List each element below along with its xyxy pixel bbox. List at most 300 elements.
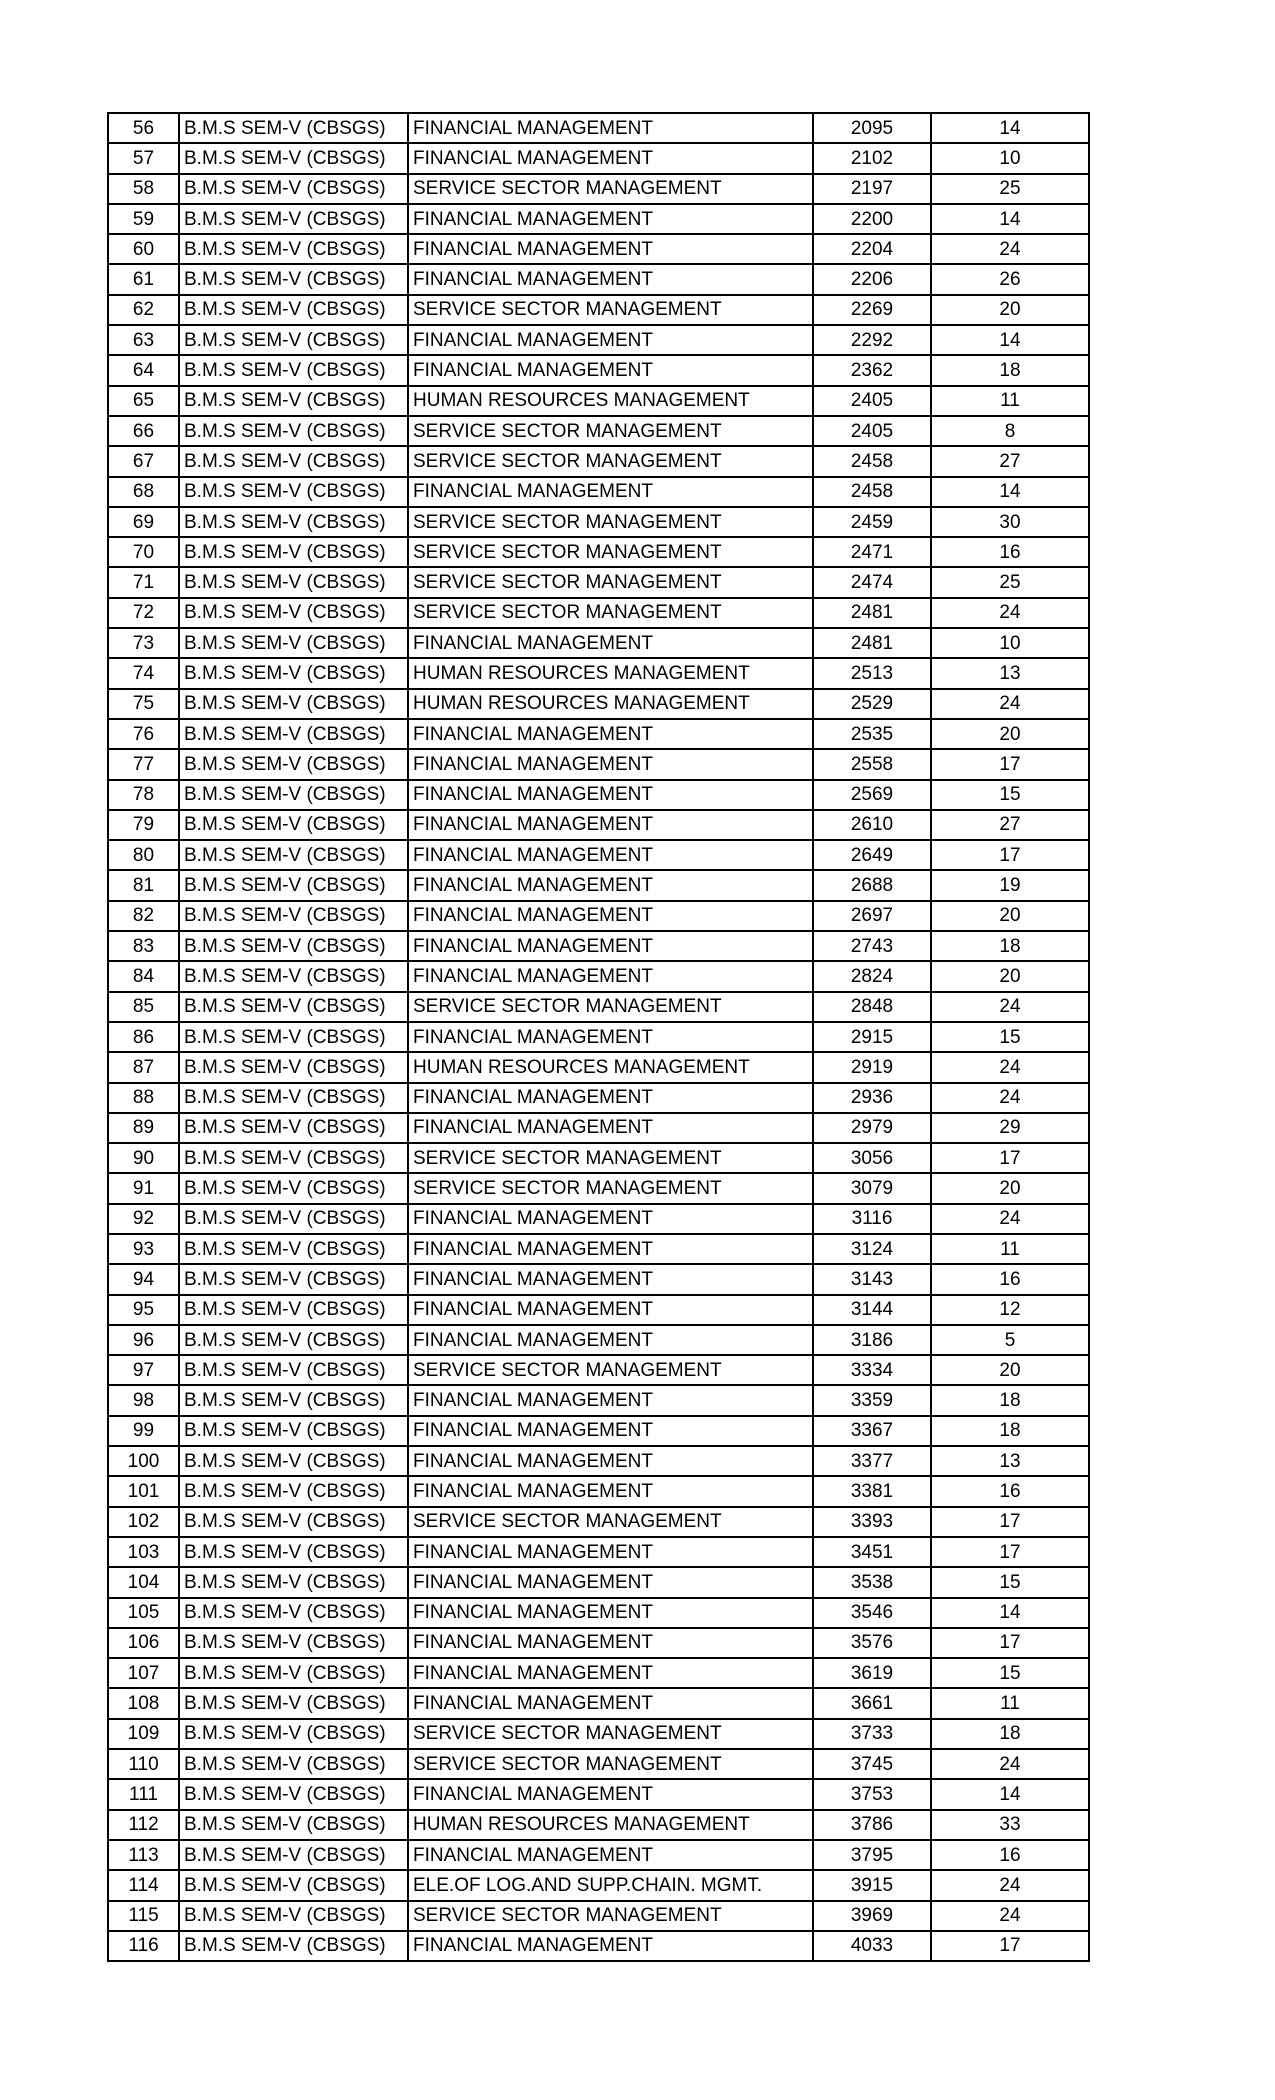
program-cell: B.M.S SEM-V (CBSGS) [179, 1567, 408, 1597]
code-cell: 3619 [813, 1658, 931, 1688]
count-cell: 27 [931, 446, 1089, 476]
count-cell: 13 [931, 658, 1089, 688]
table-row [108, 1719, 1089, 1749]
subject-cell: FINANCIAL MANAGEMENT [408, 1264, 813, 1294]
table-row [108, 961, 1089, 991]
subject-cell: FINANCIAL MANAGEMENT [408, 113, 813, 143]
code-cell: 2405 [813, 386, 931, 416]
count-cell: 14 [931, 477, 1089, 507]
code-cell: 2558 [813, 749, 931, 779]
table-row [108, 1810, 1089, 1840]
row-number-cell: 106 [108, 1628, 179, 1658]
row-number-cell: 68 [108, 477, 179, 507]
program-cell: B.M.S SEM-V (CBSGS) [179, 1901, 408, 1931]
subject-cell: FINANCIAL MANAGEMENT [408, 204, 813, 234]
program-cell: B.M.S SEM-V (CBSGS) [179, 1537, 408, 1567]
subject-cell: SERVICE SECTOR MANAGEMENT [408, 1173, 813, 1203]
subject-cell: SERVICE SECTOR MANAGEMENT [408, 295, 813, 325]
count-cell: 15 [931, 1022, 1089, 1052]
count-cell: 24 [931, 689, 1089, 719]
row-number-cell: 59 [108, 204, 179, 234]
subject-cell: FINANCIAL MANAGEMENT [408, 355, 813, 385]
count-cell: 12 [931, 1295, 1089, 1325]
row-number-cell: 91 [108, 1173, 179, 1203]
code-cell: 3969 [813, 1901, 931, 1931]
subject-cell: FINANCIAL MANAGEMENT [408, 1416, 813, 1446]
row-number-cell: 89 [108, 1113, 179, 1143]
program-cell: B.M.S SEM-V (CBSGS) [179, 234, 408, 264]
subject-cell: FINANCIAL MANAGEMENT [408, 901, 813, 931]
table-row [108, 204, 1089, 234]
code-cell: 3745 [813, 1749, 931, 1779]
row-number-cell: 110 [108, 1749, 179, 1779]
row-number-cell: 67 [108, 446, 179, 476]
table-row [108, 1143, 1089, 1173]
table-row [108, 1083, 1089, 1113]
row-number-cell: 56 [108, 113, 179, 143]
subject-cell: FINANCIAL MANAGEMENT [408, 1779, 813, 1809]
program-cell: B.M.S SEM-V (CBSGS) [179, 598, 408, 628]
code-cell: 3367 [813, 1416, 931, 1446]
row-number-cell: 62 [108, 295, 179, 325]
row-number-cell: 92 [108, 1204, 179, 1234]
count-cell: 10 [931, 628, 1089, 658]
program-cell: B.M.S SEM-V (CBSGS) [179, 1507, 408, 1537]
code-cell: 3334 [813, 1355, 931, 1385]
subject-cell: FINANCIAL MANAGEMENT [408, 234, 813, 264]
subject-cell: SERVICE SECTOR MANAGEMENT [408, 567, 813, 597]
row-number-cell: 78 [108, 780, 179, 810]
subject-cell: FINANCIAL MANAGEMENT [408, 719, 813, 749]
table-row [108, 1598, 1089, 1628]
count-cell: 20 [931, 901, 1089, 931]
table-row [108, 1749, 1089, 1779]
count-cell: 17 [931, 1628, 1089, 1658]
program-cell: B.M.S SEM-V (CBSGS) [179, 1325, 408, 1355]
count-cell: 16 [931, 537, 1089, 567]
table-row [108, 1022, 1089, 1052]
program-cell: B.M.S SEM-V (CBSGS) [179, 1628, 408, 1658]
code-cell: 2824 [813, 961, 931, 991]
count-cell: 14 [931, 1779, 1089, 1809]
program-cell: B.M.S SEM-V (CBSGS) [179, 901, 408, 931]
count-cell: 18 [931, 355, 1089, 385]
subject-cell: FINANCIAL MANAGEMENT [408, 1476, 813, 1506]
program-cell: B.M.S SEM-V (CBSGS) [179, 931, 408, 961]
row-number-cell: 85 [108, 992, 179, 1022]
program-cell: B.M.S SEM-V (CBSGS) [179, 567, 408, 597]
table-row [108, 719, 1089, 749]
row-number-cell: 65 [108, 386, 179, 416]
code-cell: 3124 [813, 1234, 931, 1264]
subject-cell: FINANCIAL MANAGEMENT [408, 780, 813, 810]
row-number-cell: 108 [108, 1688, 179, 1718]
count-cell: 25 [931, 567, 1089, 597]
row-number-cell: 105 [108, 1598, 179, 1628]
code-cell: 2481 [813, 628, 931, 658]
code-cell: 2458 [813, 477, 931, 507]
subject-cell: FINANCIAL MANAGEMENT [408, 143, 813, 173]
program-cell: B.M.S SEM-V (CBSGS) [179, 1476, 408, 1506]
subject-cell: HUMAN RESOURCES MANAGEMENT [408, 689, 813, 719]
count-cell: 14 [931, 325, 1089, 355]
subject-cell: SERVICE SECTOR MANAGEMENT [408, 1719, 813, 1749]
row-number-cell: 90 [108, 1143, 179, 1173]
table-row [108, 1779, 1089, 1809]
count-cell: 16 [931, 1476, 1089, 1506]
table-row [108, 446, 1089, 476]
row-number-cell: 112 [108, 1810, 179, 1840]
subject-cell: FINANCIAL MANAGEMENT [408, 1537, 813, 1567]
table-row [108, 355, 1089, 385]
subject-cell: FINANCIAL MANAGEMENT [408, 1658, 813, 1688]
subject-cell: FINANCIAL MANAGEMENT [408, 1931, 813, 1961]
code-cell: 3786 [813, 1810, 931, 1840]
program-cell: B.M.S SEM-V (CBSGS) [179, 1234, 408, 1264]
code-cell: 2848 [813, 992, 931, 1022]
row-number-cell: 86 [108, 1022, 179, 1052]
subject-cell: FINANCIAL MANAGEMENT [408, 810, 813, 840]
row-number-cell: 98 [108, 1385, 179, 1415]
program-cell: B.M.S SEM-V (CBSGS) [179, 204, 408, 234]
table-row [108, 1840, 1089, 1870]
program-cell: B.M.S SEM-V (CBSGS) [179, 1083, 408, 1113]
row-number-cell: 79 [108, 810, 179, 840]
count-cell: 18 [931, 1719, 1089, 1749]
code-cell: 2095 [813, 113, 931, 143]
count-cell: 26 [931, 264, 1089, 294]
code-cell: 2535 [813, 719, 931, 749]
program-cell: B.M.S SEM-V (CBSGS) [179, 780, 408, 810]
subject-cell: SERVICE SECTOR MANAGEMENT [408, 537, 813, 567]
subject-cell: FINANCIAL MANAGEMENT [408, 477, 813, 507]
program-cell: B.M.S SEM-V (CBSGS) [179, 1446, 408, 1476]
program-cell: B.M.S SEM-V (CBSGS) [179, 477, 408, 507]
row-number-cell: 107 [108, 1658, 179, 1688]
count-cell: 19 [931, 870, 1089, 900]
code-cell: 2569 [813, 780, 931, 810]
table-row [108, 870, 1089, 900]
table-row [108, 507, 1089, 537]
row-number-cell: 70 [108, 537, 179, 567]
table-row [108, 598, 1089, 628]
code-cell: 2529 [813, 689, 931, 719]
row-number-cell: 74 [108, 658, 179, 688]
table-row [108, 264, 1089, 294]
code-cell: 3079 [813, 1173, 931, 1203]
table-row [108, 537, 1089, 567]
code-cell: 3144 [813, 1295, 931, 1325]
count-cell: 20 [931, 1173, 1089, 1203]
subject-cell: FINANCIAL MANAGEMENT [408, 931, 813, 961]
code-cell: 3795 [813, 1840, 931, 1870]
row-number-cell: 101 [108, 1476, 179, 1506]
table-row [108, 325, 1089, 355]
table-row [108, 113, 1089, 143]
code-cell: 2915 [813, 1022, 931, 1052]
table-row [108, 1355, 1089, 1385]
table-row [108, 416, 1089, 446]
subject-cell: FINANCIAL MANAGEMENT [408, 1385, 813, 1415]
program-cell: B.M.S SEM-V (CBSGS) [179, 1416, 408, 1446]
code-cell: 3359 [813, 1385, 931, 1415]
table-row [108, 810, 1089, 840]
program-cell: B.M.S SEM-V (CBSGS) [179, 537, 408, 567]
program-cell: B.M.S SEM-V (CBSGS) [179, 1598, 408, 1628]
count-cell: 11 [931, 1234, 1089, 1264]
row-number-cell: 95 [108, 1295, 179, 1325]
program-cell: B.M.S SEM-V (CBSGS) [179, 446, 408, 476]
row-number-cell: 83 [108, 931, 179, 961]
count-cell: 24 [931, 1052, 1089, 1082]
table-row [108, 1052, 1089, 1082]
program-cell: B.M.S SEM-V (CBSGS) [179, 1022, 408, 1052]
row-number-cell: 88 [108, 1083, 179, 1113]
row-number-cell: 60 [108, 234, 179, 264]
table-row [108, 1385, 1089, 1415]
program-cell: B.M.S SEM-V (CBSGS) [179, 1688, 408, 1718]
count-cell: 24 [931, 234, 1089, 264]
subject-cell: ELE.OF LOG.AND SUPP.CHAIN. MGMT. [408, 1870, 813, 1900]
count-cell: 14 [931, 204, 1089, 234]
subject-cell: SERVICE SECTOR MANAGEMENT [408, 1901, 813, 1931]
subject-cell: SERVICE SECTOR MANAGEMENT [408, 507, 813, 537]
program-cell: B.M.S SEM-V (CBSGS) [179, 113, 408, 143]
count-cell: 17 [931, 749, 1089, 779]
count-cell: 15 [931, 780, 1089, 810]
row-number-cell: 81 [108, 870, 179, 900]
count-cell: 18 [931, 1385, 1089, 1415]
count-cell: 15 [931, 1658, 1089, 1688]
program-cell: B.M.S SEM-V (CBSGS) [179, 1385, 408, 1415]
row-number-cell: 66 [108, 416, 179, 446]
count-cell: 16 [931, 1840, 1089, 1870]
code-cell: 2513 [813, 658, 931, 688]
table-row [108, 477, 1089, 507]
subject-cell: FINANCIAL MANAGEMENT [408, 325, 813, 355]
row-number-cell: 115 [108, 1901, 179, 1931]
subject-cell: SERVICE SECTOR MANAGEMENT [408, 416, 813, 446]
code-cell: 2362 [813, 355, 931, 385]
table-row [108, 386, 1089, 416]
row-number-cell: 64 [108, 355, 179, 385]
table-row [108, 1628, 1089, 1658]
code-cell: 2292 [813, 325, 931, 355]
program-cell: B.M.S SEM-V (CBSGS) [179, 719, 408, 749]
code-cell: 2743 [813, 931, 931, 961]
row-number-cell: 104 [108, 1567, 179, 1597]
subject-cell: SERVICE SECTOR MANAGEMENT [408, 1749, 813, 1779]
table-row [108, 1658, 1089, 1688]
subject-cell: SERVICE SECTOR MANAGEMENT [408, 992, 813, 1022]
table-row [108, 901, 1089, 931]
row-number-cell: 87 [108, 1052, 179, 1082]
code-cell: 2979 [813, 1113, 931, 1143]
subject-cell: FINANCIAL MANAGEMENT [408, 749, 813, 779]
subject-cell: FINANCIAL MANAGEMENT [408, 1840, 813, 1870]
program-cell: B.M.S SEM-V (CBSGS) [179, 386, 408, 416]
subject-cell: FINANCIAL MANAGEMENT [408, 1204, 813, 1234]
code-cell: 2197 [813, 174, 931, 204]
row-number-cell: 103 [108, 1537, 179, 1567]
count-cell: 24 [931, 1901, 1089, 1931]
code-cell: 3915 [813, 1870, 931, 1900]
subject-cell: FINANCIAL MANAGEMENT [408, 1688, 813, 1718]
program-cell: B.M.S SEM-V (CBSGS) [179, 1113, 408, 1143]
subject-cell: FINANCIAL MANAGEMENT [408, 1567, 813, 1597]
row-number-cell: 75 [108, 689, 179, 719]
count-cell: 13 [931, 1446, 1089, 1476]
program-cell: B.M.S SEM-V (CBSGS) [179, 1719, 408, 1749]
row-number-cell: 94 [108, 1264, 179, 1294]
table-row [108, 1264, 1089, 1294]
row-number-cell: 113 [108, 1840, 179, 1870]
program-cell: B.M.S SEM-V (CBSGS) [179, 1870, 408, 1900]
row-number-cell: 97 [108, 1355, 179, 1385]
row-number-cell: 116 [108, 1931, 179, 1961]
table-row [108, 567, 1089, 597]
table-row [108, 1931, 1089, 1961]
program-cell: B.M.S SEM-V (CBSGS) [179, 264, 408, 294]
code-cell: 2204 [813, 234, 931, 264]
code-cell: 2102 [813, 143, 931, 173]
program-cell: B.M.S SEM-V (CBSGS) [179, 810, 408, 840]
table-row [108, 840, 1089, 870]
table-row [108, 143, 1089, 173]
code-cell: 2269 [813, 295, 931, 325]
row-number-cell: 111 [108, 1779, 179, 1809]
program-cell: B.M.S SEM-V (CBSGS) [179, 507, 408, 537]
count-cell: 17 [931, 1507, 1089, 1537]
code-cell: 3056 [813, 1143, 931, 1173]
program-cell: B.M.S SEM-V (CBSGS) [179, 1204, 408, 1234]
table-row [108, 658, 1089, 688]
row-number-cell: 100 [108, 1446, 179, 1476]
table-row [108, 749, 1089, 779]
subject-cell: HUMAN RESOURCES MANAGEMENT [408, 386, 813, 416]
row-number-cell: 93 [108, 1234, 179, 1264]
program-cell: B.M.S SEM-V (CBSGS) [179, 1779, 408, 1809]
table-row [108, 1325, 1089, 1355]
code-cell: 2471 [813, 537, 931, 567]
code-cell: 3381 [813, 1476, 931, 1506]
program-cell: B.M.S SEM-V (CBSGS) [179, 416, 408, 446]
results-table [107, 112, 1090, 1962]
program-cell: B.M.S SEM-V (CBSGS) [179, 628, 408, 658]
table-row [108, 1113, 1089, 1143]
count-cell: 30 [931, 507, 1089, 537]
table-row [108, 1870, 1089, 1900]
row-number-cell: 82 [108, 901, 179, 931]
table-row [108, 1204, 1089, 1234]
code-cell: 3451 [813, 1537, 931, 1567]
code-cell: 3116 [813, 1204, 931, 1234]
subject-cell: FINANCIAL MANAGEMENT [408, 264, 813, 294]
program-cell: B.M.S SEM-V (CBSGS) [179, 1658, 408, 1688]
row-number-cell: 61 [108, 264, 179, 294]
code-cell: 3186 [813, 1325, 931, 1355]
row-number-cell: 58 [108, 174, 179, 204]
row-number-cell: 109 [108, 1719, 179, 1749]
count-cell: 24 [931, 992, 1089, 1022]
program-cell: B.M.S SEM-V (CBSGS) [179, 325, 408, 355]
count-cell: 20 [931, 719, 1089, 749]
count-cell: 33 [931, 1810, 1089, 1840]
table-row [108, 1476, 1089, 1506]
count-cell: 17 [931, 1931, 1089, 1961]
count-cell: 14 [931, 1598, 1089, 1628]
table-row [108, 234, 1089, 264]
program-cell: B.M.S SEM-V (CBSGS) [179, 1052, 408, 1082]
code-cell: 2697 [813, 901, 931, 931]
code-cell: 2405 [813, 416, 931, 446]
row-number-cell: 71 [108, 567, 179, 597]
count-cell: 20 [931, 961, 1089, 991]
program-cell: B.M.S SEM-V (CBSGS) [179, 749, 408, 779]
table-row [108, 1901, 1089, 1931]
row-number-cell: 69 [108, 507, 179, 537]
subject-cell: FINANCIAL MANAGEMENT [408, 1022, 813, 1052]
code-cell: 2459 [813, 507, 931, 537]
count-cell: 24 [931, 598, 1089, 628]
count-cell: 27 [931, 810, 1089, 840]
table-row [108, 1416, 1089, 1446]
code-cell: 2458 [813, 446, 931, 476]
count-cell: 14 [931, 113, 1089, 143]
subject-cell: FINANCIAL MANAGEMENT [408, 1113, 813, 1143]
count-cell: 15 [931, 1567, 1089, 1597]
code-cell: 3576 [813, 1628, 931, 1658]
code-cell: 2610 [813, 810, 931, 840]
program-cell: B.M.S SEM-V (CBSGS) [179, 1355, 408, 1385]
count-cell: 10 [931, 143, 1089, 173]
code-cell: 3377 [813, 1446, 931, 1476]
subject-cell: FINANCIAL MANAGEMENT [408, 1295, 813, 1325]
program-cell: B.M.S SEM-V (CBSGS) [179, 961, 408, 991]
row-number-cell: 57 [108, 143, 179, 173]
subject-cell: FINANCIAL MANAGEMENT [408, 628, 813, 658]
program-cell: B.M.S SEM-V (CBSGS) [179, 1143, 408, 1173]
results-table-body [108, 113, 1089, 1961]
program-cell: B.M.S SEM-V (CBSGS) [179, 1173, 408, 1203]
code-cell: 3143 [813, 1264, 931, 1294]
subject-cell: SERVICE SECTOR MANAGEMENT [408, 1355, 813, 1385]
program-cell: B.M.S SEM-V (CBSGS) [179, 689, 408, 719]
program-cell: B.M.S SEM-V (CBSGS) [179, 1840, 408, 1870]
code-cell: 3538 [813, 1567, 931, 1597]
table-row [108, 1537, 1089, 1567]
program-cell: B.M.S SEM-V (CBSGS) [179, 1295, 408, 1325]
table-row [108, 780, 1089, 810]
program-cell: B.M.S SEM-V (CBSGS) [179, 658, 408, 688]
count-cell: 11 [931, 386, 1089, 416]
code-cell: 2200 [813, 204, 931, 234]
program-cell: B.M.S SEM-V (CBSGS) [179, 174, 408, 204]
subject-cell: SERVICE SECTOR MANAGEMENT [408, 598, 813, 628]
count-cell: 20 [931, 1355, 1089, 1385]
code-cell: 2474 [813, 567, 931, 597]
code-cell: 3661 [813, 1688, 931, 1718]
row-number-cell: 102 [108, 1507, 179, 1537]
table-row [108, 1173, 1089, 1203]
program-cell: B.M.S SEM-V (CBSGS) [179, 840, 408, 870]
count-cell: 8 [931, 416, 1089, 446]
subject-cell: FINANCIAL MANAGEMENT [408, 961, 813, 991]
program-cell: B.M.S SEM-V (CBSGS) [179, 143, 408, 173]
row-number-cell: 114 [108, 1870, 179, 1900]
code-cell: 2649 [813, 840, 931, 870]
code-cell: 4033 [813, 1931, 931, 1961]
